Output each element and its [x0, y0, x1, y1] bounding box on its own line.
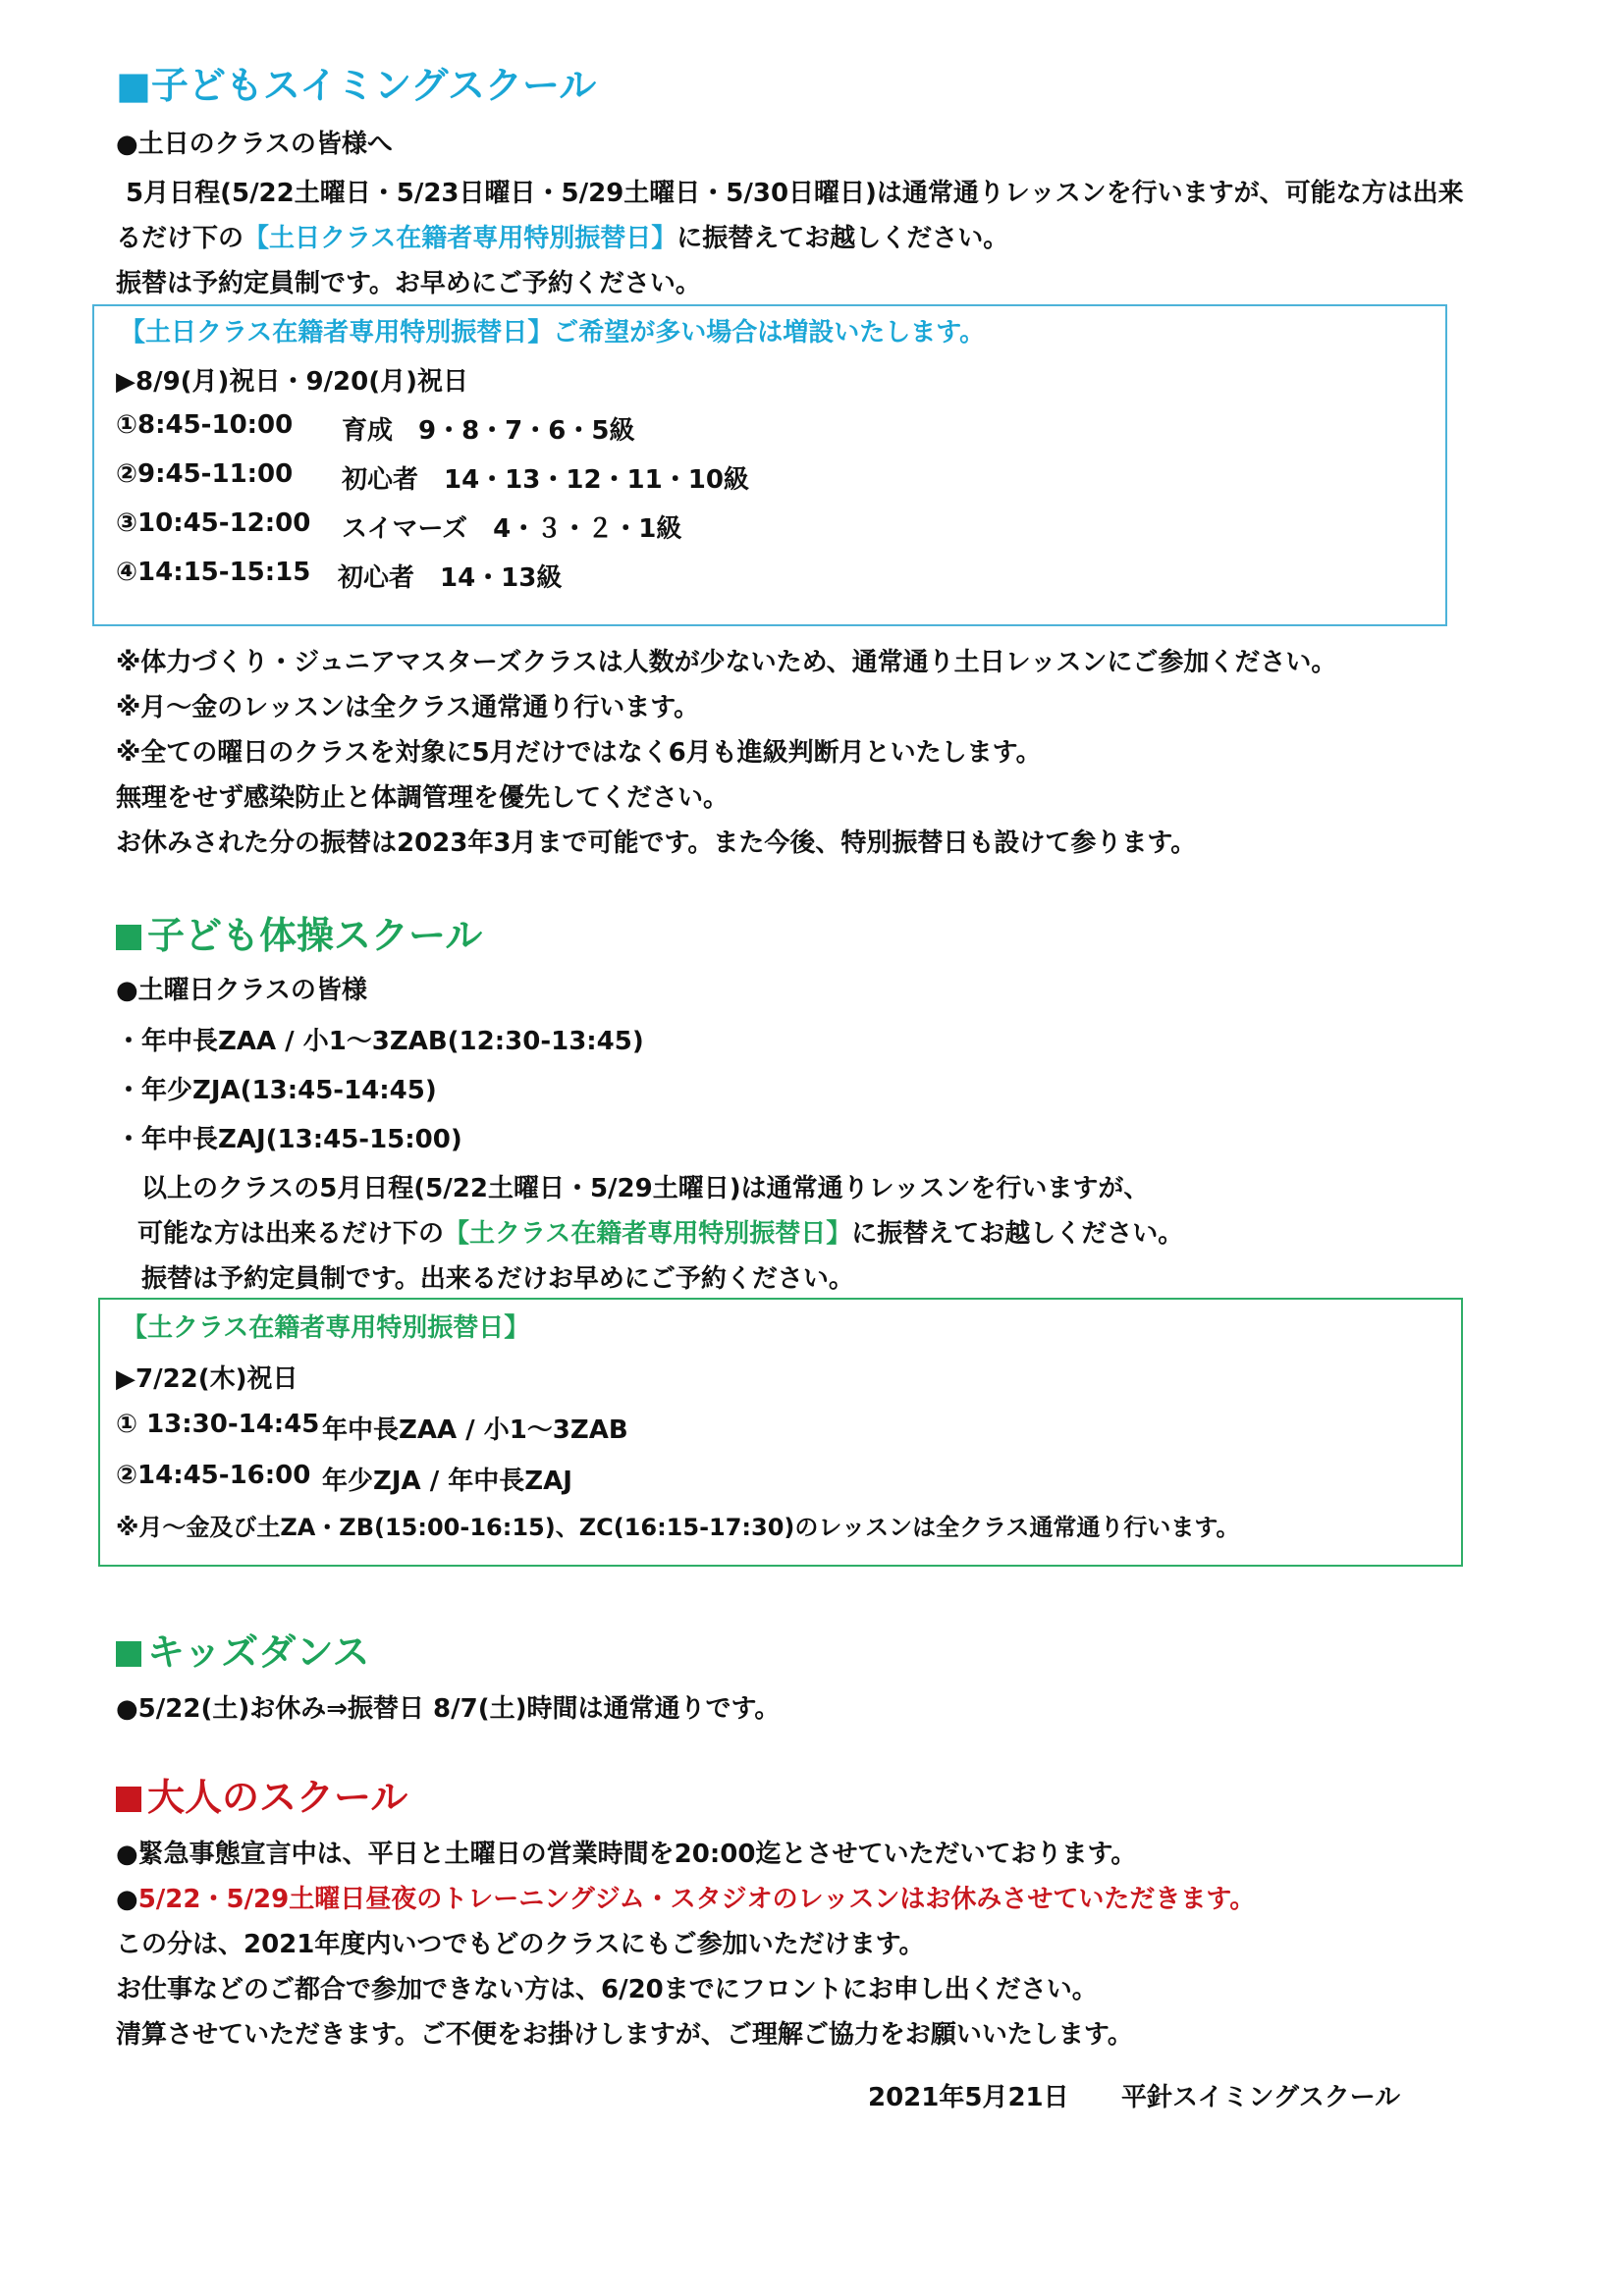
swim-box-row-class: 育成 9・8・7・6・5級 [342, 416, 635, 446]
swim-note: ※体力づくり・ジュニアマスターズクラスは人数が少ないため、通常通り土日レッスンにご参加ください。 [116, 648, 1337, 677]
adult-line: この分は、2021年度内いつでもどのクラスにもご参加いただけます。 [116, 1930, 925, 1959]
adult-line: ●緊急事態宣言中は、平日と土曜日の営業時間を20:00迄とさせていただいております。 [116, 1840, 1137, 1869]
adult-line: お仕事などのご都合で参加できない方は、6/20までにフロントにお申し出ください。 [116, 1975, 1098, 2004]
swim-box-row-class: スイマーズ 4・３・２・1級 [342, 514, 682, 544]
green-square-icon [116, 925, 141, 950]
swim-paragraph-line3: 振替は予約定員制です。お早めにご予約ください。 [116, 269, 701, 298]
swim-paragraph-line2-post: に振替えてお越しください。 [677, 224, 1009, 253]
gym-paragraph-line2-pre: 可能な方は出来るだけ下の [137, 1219, 445, 1249]
dance-heading-text: キッズダンス [147, 1630, 370, 1674]
gym-special-day-highlight: 【土クラス在籍者専用特別振替日】 [444, 1219, 852, 1249]
swim-heading: ■子どもスイミングスクール [116, 64, 597, 107]
adult-line-closure [116, 1879, 1255, 1915]
swim-box-row-time: ④14:15-15:15 [116, 558, 311, 587]
swim-greeting: ●土日のクラスの皆様へ [116, 130, 393, 159]
swim-box-row-time: ③10:45-12:00 [116, 508, 311, 538]
adult-line: 清算させていただきます。ご不便をお掛けしますが、ご理解ご協力をお願いいたします。 [116, 2020, 1133, 2050]
gym-box-title: 【土クラス在籍者専用特別振替日】 [122, 1313, 530, 1343]
gym-paragraph-line3: 振替は予約定員制です。出来るだけお早めにご予約ください。 [141, 1264, 854, 1294]
swim-box-title: 【土日クラス在籍者専用特別振替日】ご希望が多い場合は増設いたします。 [120, 318, 986, 347]
gym-class-item: ・年中長ZAA / 小1～3ZAB(12:30-13:45) [116, 1027, 644, 1056]
gym-box-row-class: 年中長ZAA / 小1～3ZAB [322, 1415, 628, 1445]
adult-heading-text: 大人のスクール [147, 1776, 408, 1819]
red-square-icon [116, 1787, 141, 1812]
adult-closure-notice: 5/22・5/29土曜日昼夜のトレーニングジム・スタジオのレッスンはお休みさせていただきます。 [137, 1885, 1256, 1914]
swim-special-day-highlight: 【土日クラス在籍者専用特別振替日】 [244, 224, 677, 253]
swim-box-row-time: ②9:45-11:00 [116, 459, 294, 489]
swim-note: 無理をせず感染防止と体調管理を優先してください。 [116, 783, 730, 813]
footer-date: 2021年5月21日 [868, 2083, 1069, 2112]
swim-note: ※全ての曜日のクラスを対象に5月だけではなく6月も進級判断月といたします。 [116, 738, 1042, 768]
swim-note: ※月～金のレッスンは全クラス通常通り行います。 [116, 693, 700, 722]
footer-organization: 平針スイミングスクール [1121, 2083, 1401, 2112]
gym-heading-text: 子ども体操スクール [147, 914, 483, 957]
gym-class-item: ・年少ZJA(13:45-14:45) [116, 1076, 437, 1105]
gym-box-row-time: ① 13:30-14:45 [116, 1410, 320, 1439]
adult-heading [116, 1767, 407, 1821]
swim-paragraph-line2-pre: るだけ下の [116, 224, 244, 253]
swim-paragraph-line1: 5月日程(5/22土曜日・5/23日曜日・5/29土曜日・5/30日曜日)は通常通りレッスンを行いますが、可能な方は出来 [126, 179, 1464, 208]
green-square-icon [116, 1641, 141, 1667]
swim-box-row-class: 初心者 14・13級 [338, 563, 563, 593]
gym-heading [116, 905, 482, 959]
gym-class-item: ・年中長ZAJ(13:45-15:00) [116, 1125, 462, 1154]
swim-box-row-class: 初心者 14・13・12・11・10級 [342, 465, 749, 495]
gym-paragraph-line2-post: に振替えてお越しください。 [851, 1219, 1184, 1249]
swim-box-dates: ▶8/9(月)祝日・9/20(月)祝日 [116, 367, 468, 397]
gym-box-row-class: 年少ZJA / 年中長ZAJ [322, 1467, 572, 1496]
swim-note: お休みされた分の振替は2023年3月まで可能です。また今後、特別振替日も設けて参ります。 [116, 828, 1197, 858]
gym-paragraph-line1: 以上のクラスの5月日程(5/22土曜日・5/29土曜日)は通常通りレッスンを行いますが、 [141, 1174, 1150, 1203]
gym-paragraph-line2 [137, 1213, 1183, 1250]
gym-box-dates: ▶7/22(木)祝日 [116, 1364, 298, 1394]
gym-box-row-time: ②14:45-16:00 [116, 1461, 311, 1490]
dance-line: ●5/22(土)お休み⇒振替日 8/7(土)時間は通常通りです。 [116, 1694, 781, 1724]
swim-box-row-time: ①8:45-10:00 [116, 410, 294, 440]
adult-bullet: ● [116, 1885, 138, 1914]
gym-box-note: ※月～金及び土ZA・ZB(15:00-16:15)、ZC(16:15-17:30)のレッスンは全クラス通常通り行います。 [116, 1514, 1240, 1541]
swim-paragraph-line2 [116, 218, 1008, 254]
dance-heading [116, 1622, 369, 1676]
gym-greeting: ●土曜日クラスの皆様 [116, 976, 367, 1005]
